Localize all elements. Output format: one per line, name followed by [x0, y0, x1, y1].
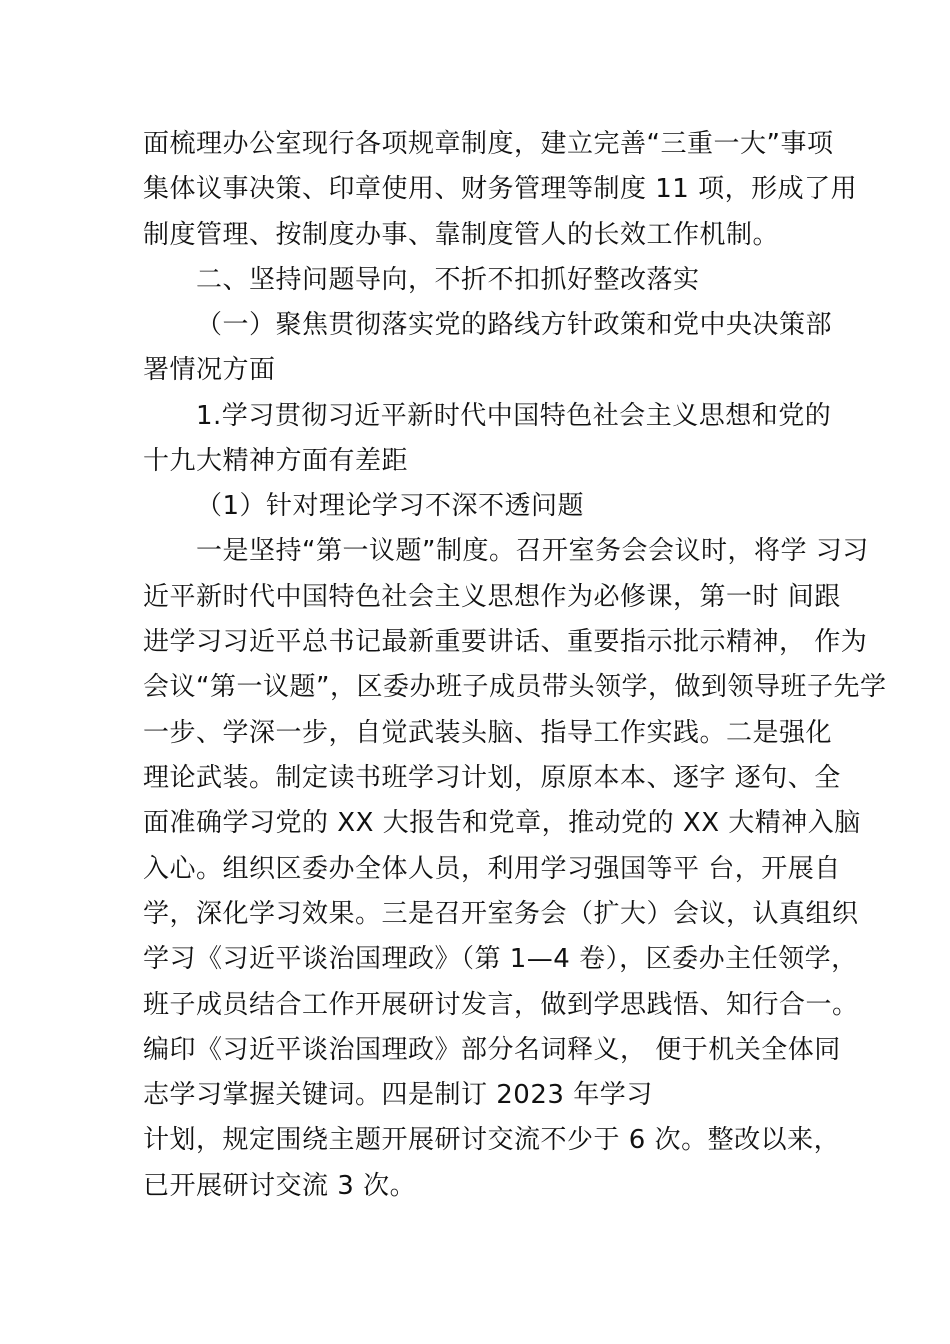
subsection-heading-line-2: 署情况方面 — [143, 355, 276, 385]
paragraph-line-9: 学，深化学习效果。三是召开室务会（扩大）会议，认真组织 — [143, 899, 859, 929]
paragraph-line-7: 面准确学习党的 XX 大报告和党章，推动党的 XX 大精神入脑 — [143, 808, 861, 838]
sub-item-heading: （1）针对理论学习不深不透问题 — [196, 491, 585, 521]
paragraph-line-10: 学习《习近平谈治国理政》（第 1—4 卷），区委办主任领学， — [143, 944, 858, 974]
item-heading-line-2: 十九大精神方面有差距 — [143, 446, 409, 476]
paragraph-line-11: 班子成员结合工作开展研讨发言，做到学思践悟、知行合一。 — [143, 990, 859, 1020]
paragraph-line-12: 编印《习近平谈治国理政》部分名词释义， 便于机关全体同 — [143, 1035, 841, 1065]
paragraph-line-2: 近平新时代中国特色社会主义思想作为必修课，第一时 间跟 — [143, 582, 841, 612]
paragraph-line-15: 已开展研讨交流 3 次。 — [143, 1171, 417, 1201]
text-line-2: 集体议事决策、印章使用、财务管理等制度 11 项，形成了用 — [143, 174, 858, 204]
paragraph-line-8: 入心。组织区委办全体人员，利用学习强国等平 台，开展自 — [143, 854, 841, 884]
section-heading: 二、坚持问题导向，不折不扣抓好整改落实 — [196, 265, 700, 295]
paragraph-line-4: 会议“第一议题”，区委办班子成员带头领学，做到领导班子先学 — [143, 672, 887, 702]
paragraph-line-1: 一是坚持“第一议题”制度。召开室务会会议时，将学 习习 — [196, 536, 869, 566]
item-heading-line-1: 1.学习贯彻习近平新时代中国特色社会主义思想和党的 — [196, 401, 832, 431]
paragraph-line-5: 一步、学深一步，自觉武装头脑、指导工作实践。二是强化 — [143, 718, 833, 748]
text-line-3: 制度管理、按制度办事、靠制度管人的长效工作机制。 — [143, 220, 780, 250]
paragraph-line-13: 志学习掌握关键词。四是制订 2023 年学习 — [143, 1080, 653, 1110]
paragraph-line-6: 理论武装。制定读书班学习计划，原原本本、逐字 逐句、全 — [143, 763, 841, 793]
paragraph-line-14: 计划，规定围绕主题开展研讨交流不少于 6 次。整改以来， — [143, 1125, 841, 1155]
subsection-heading-line-1: （一）聚焦贯彻落实党的路线方针政策和党中央决策部 — [196, 310, 833, 340]
text-line-1: 面梳理办公室现行各项规章制度，建立完善“三重一大”事项 — [143, 129, 834, 159]
paragraph-line-3: 进学习习近平总书记最新重要讲话、重要指示批示精神， 作为 — [143, 627, 868, 657]
